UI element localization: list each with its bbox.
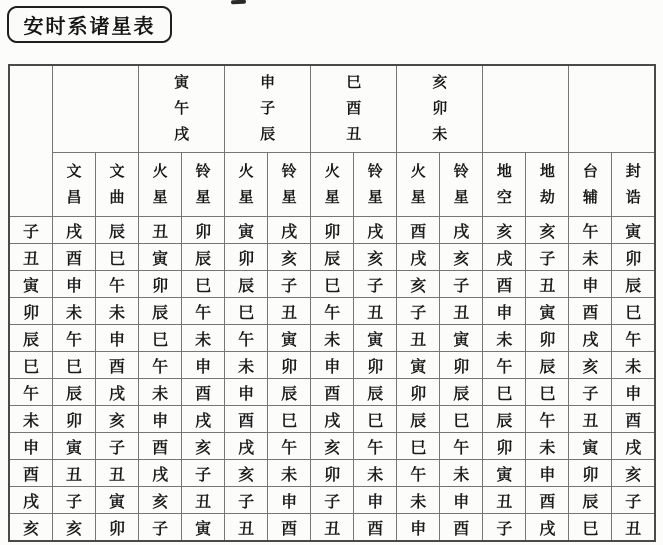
table-cell: 戌 xyxy=(268,217,311,244)
column-header-text: 地空 xyxy=(496,161,512,206)
table-cell: 子 xyxy=(225,487,268,514)
table-cell: 未 xyxy=(182,325,225,352)
table-row xyxy=(9,325,655,352)
row-label: 卯 xyxy=(9,298,53,325)
table-cell: 卯 xyxy=(311,217,354,244)
table-row xyxy=(9,379,655,406)
column-header-text: 火星 xyxy=(238,161,254,206)
table-row xyxy=(9,514,655,542)
table-cell: 丑 xyxy=(96,460,139,487)
column-header-text: 火星 xyxy=(410,161,426,206)
table-cell: 戌 xyxy=(311,406,354,433)
column-header-cell xyxy=(397,153,440,217)
table-cell: 亥 xyxy=(569,352,612,379)
table-cell: 丑 xyxy=(612,514,655,542)
table-cell: 丑 xyxy=(440,298,483,325)
table-cell: 戌 xyxy=(483,244,526,271)
table-cell: 戌 xyxy=(182,406,225,433)
table-cell: 戌 xyxy=(440,217,483,244)
table-cell: 丑 xyxy=(311,514,354,542)
column-header-cell xyxy=(526,153,569,217)
table-cell: 申 xyxy=(311,352,354,379)
table-cell: 午 xyxy=(526,406,569,433)
table-cell: 戌 xyxy=(612,433,655,460)
table-cell: 巳 xyxy=(483,379,526,406)
table-cell: 午 xyxy=(354,433,397,460)
table-cell: 未 xyxy=(225,352,268,379)
column-header-text: 地劫 xyxy=(539,161,555,206)
table-cell: 未 xyxy=(311,325,354,352)
table-cell: 午 xyxy=(268,433,311,460)
table-cell: 卯 xyxy=(268,352,311,379)
column-header-cell xyxy=(483,153,526,217)
table-cell: 未 xyxy=(96,298,139,325)
table-cell: 卯 xyxy=(53,406,96,433)
table-cell: 酉 xyxy=(53,244,96,271)
group-header-cell xyxy=(225,65,311,153)
table-cell: 午 xyxy=(397,460,440,487)
table-cell: 子 xyxy=(483,514,526,542)
table-cell: 酉 xyxy=(268,514,311,542)
table-cell: 亥 xyxy=(397,271,440,298)
row-label: 未 xyxy=(9,406,53,433)
group-header-text: 巳酉丑 xyxy=(346,73,362,143)
table-cell: 亥 xyxy=(612,460,655,487)
group-header-cell xyxy=(483,65,569,153)
table-cell: 戌 xyxy=(96,379,139,406)
table-cell: 午 xyxy=(311,298,354,325)
table-cell: 酉 xyxy=(311,379,354,406)
table-cell: 未 xyxy=(569,244,612,271)
row-label: 丑 xyxy=(9,244,53,271)
table-row xyxy=(9,433,655,460)
row-label: 寅 xyxy=(9,271,53,298)
table-cell: 申 xyxy=(53,271,96,298)
table-cell: 酉 xyxy=(139,433,182,460)
table-cell: 卯 xyxy=(612,244,655,271)
table-cell: 辰 xyxy=(612,271,655,298)
table-cell: 寅 xyxy=(569,433,612,460)
table-cell: 酉 xyxy=(569,298,612,325)
table-cell: 未 xyxy=(440,460,483,487)
table-cell: 巳 xyxy=(354,406,397,433)
table-cell: 未 xyxy=(139,379,182,406)
table-cell: 辰 xyxy=(225,271,268,298)
table-cell: 巳 xyxy=(53,352,96,379)
table-cell: 子 xyxy=(139,514,182,542)
row-label: 戌 xyxy=(9,487,53,514)
table-cell: 寅 xyxy=(526,298,569,325)
star-header-row xyxy=(9,153,655,217)
table-cell: 午 xyxy=(612,325,655,352)
table-cell: 亥 xyxy=(311,433,354,460)
table-row xyxy=(9,271,655,298)
table-row xyxy=(9,298,655,325)
table-cell: 酉 xyxy=(225,406,268,433)
table-cell: 卯 xyxy=(526,325,569,352)
table-cell: 申 xyxy=(526,460,569,487)
table-cell: 酉 xyxy=(397,217,440,244)
table-cell: 丑 xyxy=(354,298,397,325)
table-cell: 寅 xyxy=(483,460,526,487)
table-cell: 未 xyxy=(397,487,440,514)
table-cell: 辰 xyxy=(569,487,612,514)
table-cell: 申 xyxy=(612,379,655,406)
table-cell: 未 xyxy=(612,352,655,379)
table-cell: 酉 xyxy=(483,271,526,298)
table-cell: 辰 xyxy=(483,406,526,433)
table-cell: 巳 xyxy=(96,244,139,271)
table-cell: 子 xyxy=(311,487,354,514)
column-header-text: 文曲 xyxy=(109,161,125,206)
table-cell: 卯 xyxy=(440,352,483,379)
table-cell: 未 xyxy=(354,460,397,487)
table-cell: 辰 xyxy=(311,244,354,271)
column-header-cell xyxy=(440,153,483,217)
table-cell: 辰 xyxy=(397,406,440,433)
column-header-text: 台辅 xyxy=(582,161,598,206)
table-cell: 丑 xyxy=(569,406,612,433)
table-cell: 丑 xyxy=(397,325,440,352)
table-cell: 酉 xyxy=(96,352,139,379)
table-cell: 戌 xyxy=(225,433,268,460)
table-row xyxy=(9,352,655,379)
table-cell: 寅 xyxy=(225,217,268,244)
column-header-cell xyxy=(139,153,182,217)
table-cell: 丑 xyxy=(526,271,569,298)
table-cell: 巳 xyxy=(311,271,354,298)
row-label: 辰 xyxy=(9,325,53,352)
table-cell: 子 xyxy=(397,298,440,325)
table-cell: 申 xyxy=(225,379,268,406)
table-cell: 巳 xyxy=(397,433,440,460)
corner-cell xyxy=(9,65,53,217)
table-cell: 巳 xyxy=(440,406,483,433)
group-header-cell xyxy=(569,65,655,153)
column-header-text: 铃星 xyxy=(453,161,469,206)
table-cell: 丑 xyxy=(268,298,311,325)
column-header-text: 铃星 xyxy=(281,161,297,206)
table-cell: 子 xyxy=(440,271,483,298)
table-cell: 丑 xyxy=(139,217,182,244)
group-header-cell xyxy=(311,65,397,153)
table-cell: 巳 xyxy=(225,298,268,325)
table-cell: 戌 xyxy=(53,217,96,244)
group-header-cell xyxy=(397,65,483,153)
table-cell: 子 xyxy=(268,271,311,298)
table-cell: 酉 xyxy=(354,514,397,542)
scan-artifact xyxy=(231,0,246,4)
table-head xyxy=(9,65,655,217)
table-cell: 申 xyxy=(397,514,440,542)
table-cell: 戌 xyxy=(354,217,397,244)
table-cell: 子 xyxy=(612,487,655,514)
table-cell: 辰 xyxy=(268,379,311,406)
table-cell: 丑 xyxy=(483,487,526,514)
table-cell: 戌 xyxy=(526,514,569,542)
table-cell: 亥 xyxy=(354,244,397,271)
table-cell: 申 xyxy=(569,271,612,298)
table-cell: 寅 xyxy=(53,433,96,460)
group-header-cell xyxy=(53,65,139,153)
column-header-text: 火星 xyxy=(152,161,168,206)
table-cell: 卯 xyxy=(397,379,440,406)
table-cell: 申 xyxy=(139,406,182,433)
table-cell: 辰 xyxy=(139,298,182,325)
table-cell: 亥 xyxy=(139,487,182,514)
table-cell: 寅 xyxy=(440,325,483,352)
table-cell: 寅 xyxy=(139,244,182,271)
table-cell: 卯 xyxy=(139,271,182,298)
table-cell: 子 xyxy=(182,460,225,487)
table-cell: 卯 xyxy=(96,514,139,542)
table-cell: 寅 xyxy=(96,487,139,514)
table-cell: 午 xyxy=(440,433,483,460)
table-cell: 申 xyxy=(483,298,526,325)
table-cell: 卯 xyxy=(354,352,397,379)
table-cell: 未 xyxy=(526,433,569,460)
table-cell: 辰 xyxy=(526,352,569,379)
column-header-text: 铃星 xyxy=(195,161,211,206)
table-cell: 辰 xyxy=(182,244,225,271)
table-cell: 午 xyxy=(483,352,526,379)
table-cell: 寅 xyxy=(182,514,225,542)
table-cell: 酉 xyxy=(612,406,655,433)
column-header-text: 封诰 xyxy=(625,161,641,206)
table-cell: 寅 xyxy=(612,217,655,244)
column-header-text: 火星 xyxy=(324,161,340,206)
table-cell: 亥 xyxy=(225,460,268,487)
group-header-text: 申子辰 xyxy=(260,73,276,143)
table-cell: 巳 xyxy=(139,325,182,352)
table-cell: 寅 xyxy=(397,352,440,379)
row-label: 午 xyxy=(9,379,53,406)
table-cell: 未 xyxy=(483,325,526,352)
table-cell: 亥 xyxy=(526,217,569,244)
table-row xyxy=(9,217,655,244)
table-cell: 丑 xyxy=(53,460,96,487)
column-header-cell xyxy=(268,153,311,217)
table-cell: 辰 xyxy=(440,379,483,406)
table-cell: 午 xyxy=(53,325,96,352)
table-cell: 午 xyxy=(182,298,225,325)
table-cell: 申 xyxy=(96,325,139,352)
table-cell: 寅 xyxy=(354,325,397,352)
table-cell: 辰 xyxy=(354,379,397,406)
table-cell: 戌 xyxy=(397,244,440,271)
table-cell: 戌 xyxy=(569,325,612,352)
row-label: 亥 xyxy=(9,514,53,542)
table-row xyxy=(9,244,655,271)
table-cell: 酉 xyxy=(440,514,483,542)
table-cell: 午 xyxy=(96,271,139,298)
column-header-text: 文昌 xyxy=(66,161,82,206)
table-cell: 巳 xyxy=(182,271,225,298)
table-cell: 午 xyxy=(225,325,268,352)
table-cell: 午 xyxy=(569,217,612,244)
column-header-cell xyxy=(354,153,397,217)
table-cell: 酉 xyxy=(182,379,225,406)
table-cell: 卯 xyxy=(311,460,354,487)
row-label: 酉 xyxy=(9,460,53,487)
group-header-row xyxy=(9,65,655,153)
table-cell: 申 xyxy=(354,487,397,514)
table-row xyxy=(9,406,655,433)
table-cell: 巳 xyxy=(526,379,569,406)
table-cell: 申 xyxy=(268,487,311,514)
column-header-cell xyxy=(96,153,139,217)
table-cell: 子 xyxy=(526,244,569,271)
column-header-cell xyxy=(311,153,354,217)
table-cell: 亥 xyxy=(268,244,311,271)
star-placement-table xyxy=(8,64,656,542)
row-label: 子 xyxy=(9,217,53,244)
table-cell: 申 xyxy=(440,487,483,514)
table-cell: 亥 xyxy=(53,514,96,542)
column-header-text: 铃星 xyxy=(367,161,383,206)
row-label: 申 xyxy=(9,433,53,460)
column-header-cell xyxy=(225,153,268,217)
table-cell: 酉 xyxy=(526,487,569,514)
table-cell: 戌 xyxy=(139,460,182,487)
table-cell: 亥 xyxy=(440,244,483,271)
row-label: 巳 xyxy=(9,352,53,379)
table-cell: 卯 xyxy=(182,217,225,244)
column-header-cell xyxy=(612,153,655,217)
table-cell: 亥 xyxy=(182,433,225,460)
table-cell: 丑 xyxy=(182,487,225,514)
table-cell: 子 xyxy=(53,487,96,514)
table-cell: 巳 xyxy=(268,406,311,433)
column-header-cell xyxy=(182,153,225,217)
table-cell: 卯 xyxy=(569,460,612,487)
table-cell: 亥 xyxy=(96,406,139,433)
table-cell: 申 xyxy=(182,352,225,379)
table-cell: 亥 xyxy=(483,217,526,244)
table-cell: 丑 xyxy=(225,514,268,542)
table-cell: 子 xyxy=(354,271,397,298)
table-cell: 卯 xyxy=(483,433,526,460)
group-header-text: 寅午戌 xyxy=(174,73,190,143)
table-cell: 寅 xyxy=(268,325,311,352)
table-cell: 卯 xyxy=(225,244,268,271)
table-cell: 午 xyxy=(139,352,182,379)
table-row xyxy=(9,487,655,514)
table-cell: 子 xyxy=(96,433,139,460)
table-cell: 辰 xyxy=(53,379,96,406)
group-header-cell xyxy=(139,65,225,153)
page-title xyxy=(7,6,172,43)
table-cell: 巳 xyxy=(569,514,612,542)
table-cell: 子 xyxy=(569,379,612,406)
column-header-cell xyxy=(569,153,612,217)
table-row xyxy=(9,460,655,487)
table-cell: 未 xyxy=(53,298,96,325)
table-cell: 未 xyxy=(268,460,311,487)
column-header-cell xyxy=(53,153,96,217)
table-cell: 辰 xyxy=(96,217,139,244)
group-header-text: 亥卯未 xyxy=(432,73,448,143)
page-title-text: 安时系诸星表 xyxy=(23,14,156,38)
table-cell: 巳 xyxy=(612,298,655,325)
table-body xyxy=(9,217,655,542)
